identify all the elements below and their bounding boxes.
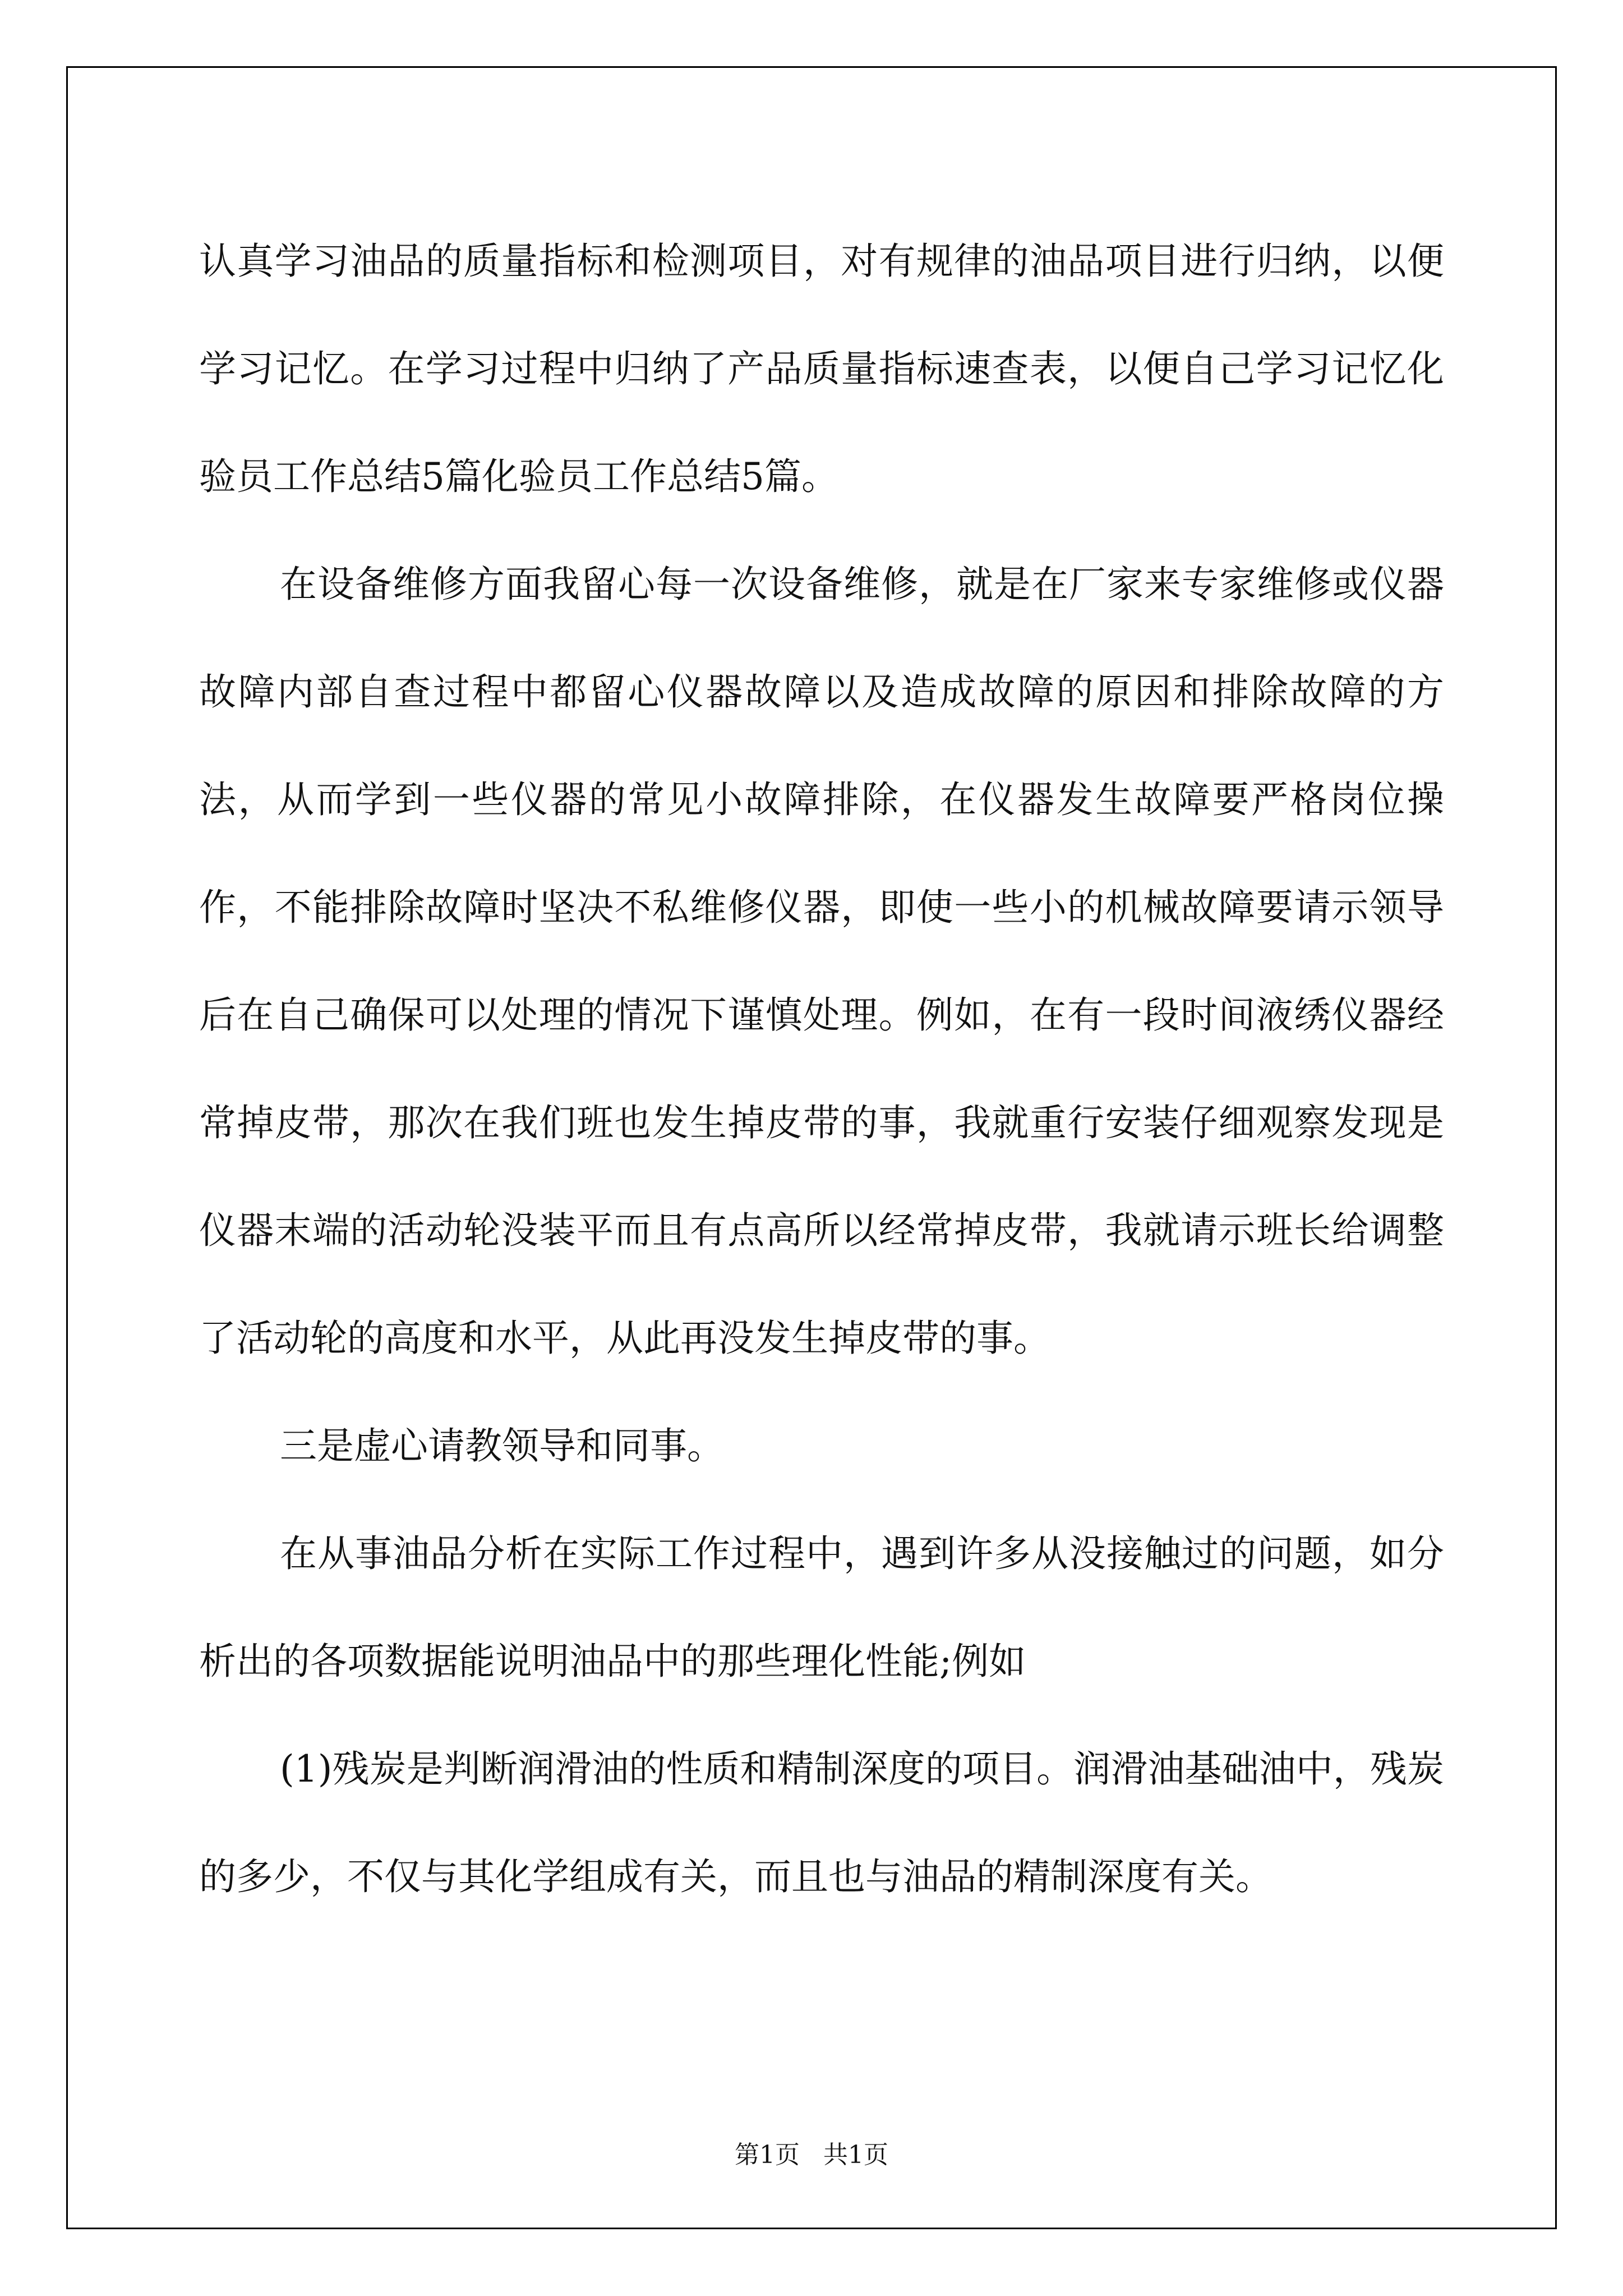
- page-footer: 第1页 共1页: [735, 2141, 888, 2169]
- paragraph-2: 在设备维修方面我留心每一次设备维修，就是在厂家来专家维修或仪器故障内部自查过程中都留心仪器故障以及造成故障的原因和排除故障的方法，从而学到一些仪器的常见小故障排除，在仪器发生故障要严格岗位操作，不能排除故障时坚决不私维修仪器，即使一些小的机械故障要请示领导后在自己确保可以处理的情况下谨慎处理。例如，在有一段时间液绣仪器经常掉皮带，那次在我们班也发生掉皮带的事，我就重行安装仔细观察发现是仪器末端的活动轮没装平而且有点高所以经常掉皮带，我就请示班长给调整了活动轮的高度和水平，从此再没发生掉皮带的事。: [199, 563, 1444, 1360]
- paragraph-4: 在从事油品分析在实际工作过程中，遇到许多从没接触过的问题，如分析出的各项数据能说明油品中的那些理化性能;例如: [199, 1532, 1444, 1683]
- paragraph-5: (1)残炭是判断润滑油的性质和精制深度的项目。润滑油基础油中，残炭的多少，不仅与其化学组成有关，而且也与油品的精制深度有关。: [199, 1747, 1444, 1898]
- document-body: [199, 208, 1444, 1931]
- paragraph-1: 认真学习油品的质量指标和检测项目，对有规律的油品项目进行归纳，以便学习记忆。在学习过程中归纳了产品质量指标速查表，以便自己学习记忆化验员工作总结5篇化验员工作总结5篇。: [199, 240, 1444, 498]
- paragraph-3: 三是虚心请教领导和同事。: [280, 1424, 724, 1467]
